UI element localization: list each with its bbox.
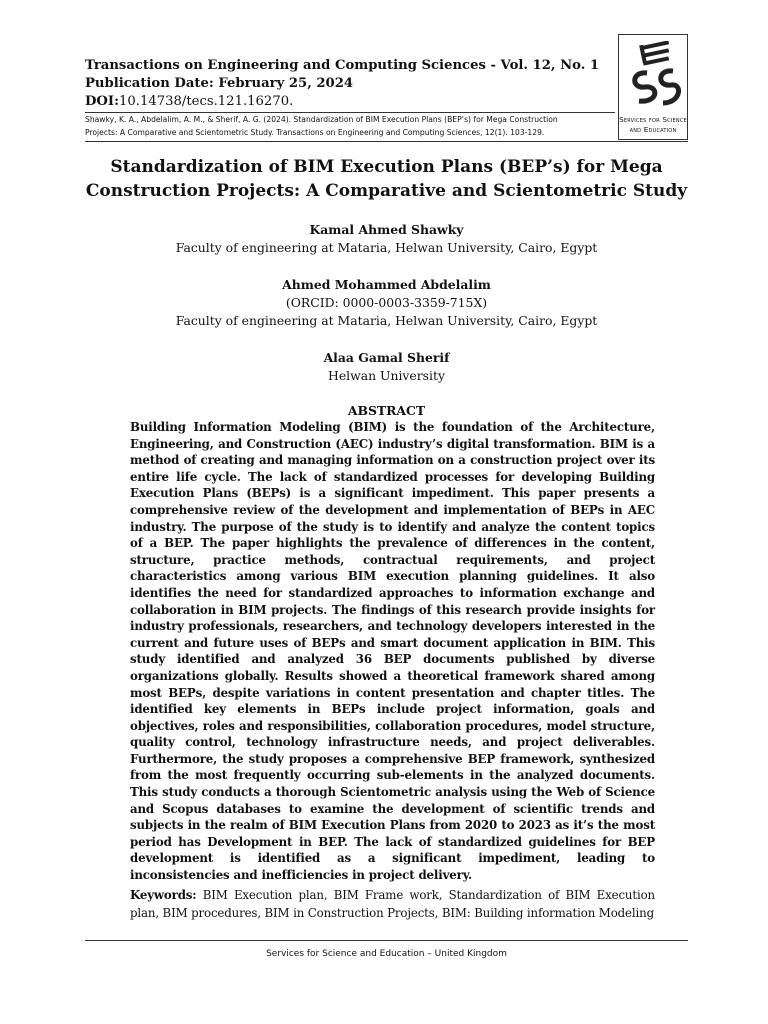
doi-link[interactable]: 10.14738/tecs.121.16270.: [118, 94, 294, 109]
sse-logo-icon: [625, 41, 683, 113]
page-footer: Services for Science and Education – United Kingdom: [266, 949, 507, 959]
publisher-logo: [618, 34, 688, 140]
author-affiliation: Helwan University: [328, 368, 445, 383]
author-name: Kamal Ahmed Shawky: [309, 222, 464, 237]
author-orcid[interactable]: (ORCID: 0000-0003-3359-715X): [285, 295, 488, 310]
paper-title: [85, 155, 688, 203]
keywords-text: BIM Execution plan, BIM Frame work, Standardization of BIM Execution plan, BIM procedures, BIM in Construction Projects, BIM: Building information Modeling: [130, 888, 655, 920]
citation-line-2: Projects: A Comparative and Scientometric Study. Transactions on Engineering and Computing Sciences, 12(1). 103-129.: [85, 128, 545, 137]
abstract-heading: ABSTRACT: [347, 403, 426, 418]
header-divider: [85, 141, 688, 142]
journal-header: [85, 57, 615, 139]
author-affiliation: Faculty of engineering at Mataria, Helwan University, Cairo, Egypt: [175, 313, 598, 328]
citation: [85, 112, 615, 139]
keywords-label: Keywords:: [130, 888, 197, 902]
keywords: [130, 886, 655, 922]
doi-label: DOI:: [85, 94, 119, 109]
abstract-text: Building Information Modeling (BIM) is the foundation of the Architecture, Engineering, and Construction (AEC) industry’s digital transformation. BIM is a method of creating and managing information on a construction project over its entire life cycle. The lack of standardized processes for developing Building Execution Plans (BEPs) is a significant impediment. This paper presents a comprehensive review of the development and implementation of BEPs in AEC industry. The purpose of the study is to identify and analyze the content topics of a BEP. The paper highlights the prevalence of differences in the content, structure, practice methods, contractual requirements, and project characteristics among various BIM execution planning guidelines. It also identifies the need for standardized approaches to information exchange and collaboration in BIM projects. The findings of this research provide insights for industry professionals, researchers, and technology developers interested in the current and future uses of BEPs and smart document application in BIM. This study identified and analyzed 36 BEP documents published by diverse organizations globally. Results showed a theoretical framework shared among most BEPs, despite variations in content presentation and chapter titles. The identified key elements in BEPs include project information, goals and objectives, roles and responsibilities, collaboration procedures, model structure, quality control, technology infrastructure needs, and project deliverables. Furthermore, the study proposes a comprehensive BEP framework, synthesized from the most frequently occurring sub-elements in the analyzed documents. This study conducts a thorough Scientometric analysis using the Web of Science and Scopus databases to examine the development of scientific trends and subjects in the realm of BIM Execution Plans from 2020 to 2023 as it’s the most period has Development in BEP. The lack of standardized guidelines for BEP development is identified as a significant impediment, leading to inconsistencies and inefficiencies in project delivery.: [130, 420, 655, 883]
author-name: Alaa Gamal Sherif: [323, 350, 450, 365]
citation-line-1: Shawky, K. A., Abdelalim, A. M., & Sherif, A. G. (2024). Standardization of BIM Execution Plans (BEP’s) for Mega Construction: [85, 115, 558, 124]
journal-title: Transactions on Engineering and Computing Sciences - Vol. 12, No. 1: [85, 58, 600, 73]
author-name: Ahmed Mohammed Abdelalim: [282, 277, 491, 292]
author-affiliation: Faculty of engineering at Mataria, Helwan University, Cairo, Egypt: [175, 240, 598, 255]
author-1: [85, 221, 688, 257]
author-2: [85, 276, 688, 330]
paper-title-line-2: Construction Projects: A Comparative and Scientometric Study: [85, 181, 688, 201]
publication-date: Publication Date: February 25, 2024: [85, 76, 354, 91]
author-3: [85, 349, 688, 385]
paper-title-line-1: Standardization of BIM Execution Plans (BEP’s) for Mega: [110, 157, 663, 177]
logo-caption: [619, 115, 687, 135]
footer-divider: [85, 940, 688, 941]
doi-line: [85, 93, 615, 111]
logo-caption-line-2: and Education: [629, 125, 677, 134]
logo-caption-line-1: Services for Science: [619, 115, 687, 124]
